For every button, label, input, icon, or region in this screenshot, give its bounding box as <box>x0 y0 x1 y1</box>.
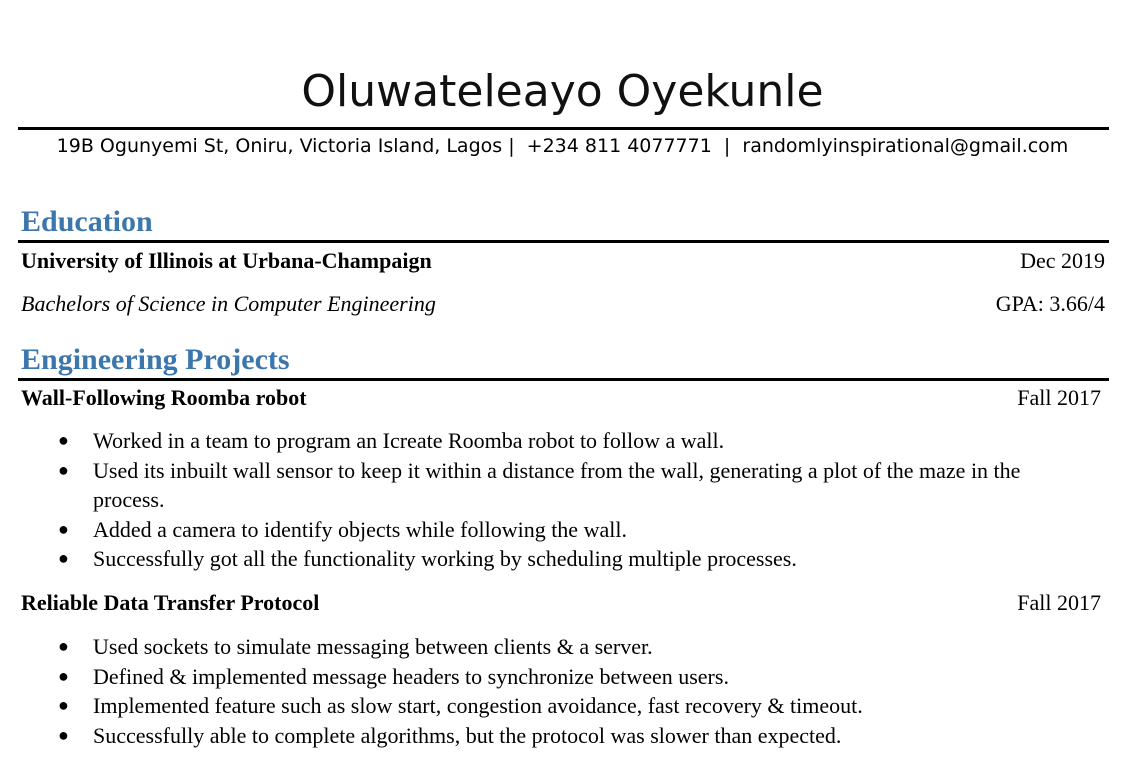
bullet-text: Worked in a team to program an Icreate Roomba robot to follow a wall. <box>93 428 725 453</box>
list-item <box>0 544 1083 574</box>
projects-divider <box>18 378 1109 381</box>
bullet-icon: ● <box>58 724 69 745</box>
list-item <box>0 691 1083 721</box>
bullet-icon: ● <box>58 695 69 715</box>
list-item <box>0 662 1083 692</box>
education-school-row <box>21 247 1105 275</box>
project-bullet-list <box>0 632 1083 750</box>
degree-name: Bachelors of Science in Computer Engineering <box>21 291 436 316</box>
section-title-education: Education <box>21 205 153 238</box>
bullet-text: Used sockets to simulate messaging between clients & a server. <box>93 634 653 659</box>
bullet-icon: ● <box>58 459 69 480</box>
gpa-value: GPA: 3.66/4 <box>995 291 1105 316</box>
project-name: Reliable Data Transfer Protocol <box>21 590 320 615</box>
project-bullet-list <box>0 426 1083 574</box>
list-item <box>0 632 1083 662</box>
bullet-icon: ● <box>58 518 69 539</box>
project-header-row <box>21 384 1105 412</box>
bullet-icon: ● <box>58 636 69 656</box>
bullet-text: Successfully got all the functionality working by scheduling multiple processes. <box>93 546 797 571</box>
section-title-projects: Engineering Projects <box>21 343 290 376</box>
education-degree-row <box>21 290 1105 318</box>
bullet-icon: ● <box>58 665 69 686</box>
list-item <box>0 426 1083 456</box>
bullet-text: Added a camera to identify objects while following the wall. <box>93 516 627 542</box>
list-item <box>0 721 1083 751</box>
resume-name: Oluwateleayo Oyekunle <box>301 66 824 117</box>
bullet-icon: ● <box>58 430 69 450</box>
bullet-icon: ● <box>58 548 69 568</box>
project-date: Fall 2017 <box>1017 385 1101 410</box>
bullet-text: Used its inbuilt wall sensor to keep it within a distance from the wall, generating a plot of the maze in the process. <box>93 457 1021 512</box>
list-item <box>0 515 1083 545</box>
education-divider <box>18 240 1109 243</box>
project-name: Wall-Following Roomba robot <box>21 385 307 410</box>
education-date: Dec 2019 <box>1020 248 1105 273</box>
bullet-text: Successfully able to complete algorithms, but the protocol was slower than expected. <box>93 722 842 748</box>
school-name: University of Illinois at Urbana-Champaign <box>21 248 432 273</box>
list-item <box>0 456 1083 515</box>
bullet-text: Implemented feature such as slow start, congestion avoidance, fast recovery & timeout. <box>93 693 863 718</box>
bullet-text: Defined & implemented message headers to synchronize between users. <box>93 663 729 689</box>
header-divider <box>18 127 1109 130</box>
project-date: Fall 2017 <box>1017 590 1101 615</box>
contact-line: 19B Ogunyemi St, Oniru, Victoria Island, Lagos | +234 811 4077771 | randomlyinspirational@gmail.com <box>56 135 1069 157</box>
project-header-row <box>21 589 1105 617</box>
